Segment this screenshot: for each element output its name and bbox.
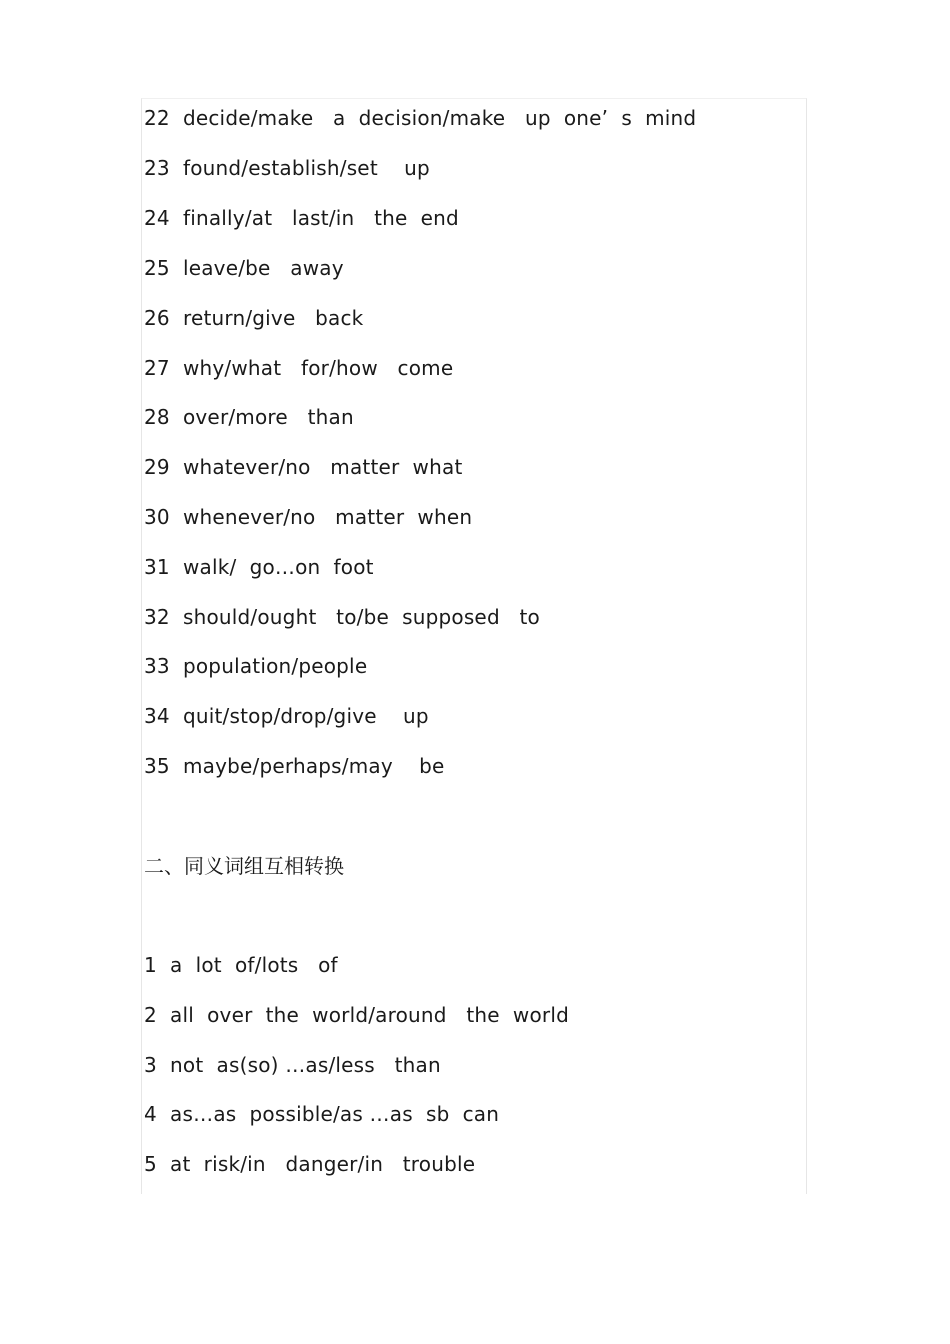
phrase-line-30: 30 whenever/no matter when [144, 505, 473, 529]
phrase-line-24: 24 finally/at last/in the end [144, 206, 459, 230]
phrase-line-34: 34 quit/stop/drop/give up [144, 704, 429, 728]
phrase-line-26: 26 return/give back [144, 306, 364, 330]
phrase-line-25: 25 leave/be away [144, 256, 344, 280]
synonym-line-4: 4 as…as possible/as …as sb can [144, 1102, 500, 1126]
phrase-line-35: 35 maybe/perhaps/may be [144, 754, 445, 778]
phrase-line-32: 32 should/ought to/be supposed to [144, 605, 540, 629]
synonym-line-1: 1 a lot of/lots of [144, 953, 338, 977]
phrase-line-29: 29 whatever/no matter what [144, 455, 463, 479]
phrase-line-28: 28 over/more than [144, 405, 354, 429]
synonym-line-3: 3 not as(so) …as/less than [144, 1053, 441, 1077]
synonym-line-5: 5 at risk/in danger/in trouble [144, 1152, 476, 1176]
phrase-line-27: 27 why/what for/how come [144, 356, 454, 380]
phrase-line-22: 22 decide/make a decision/make up one’ s mind [144, 106, 697, 130]
synonym-line-2: 2 all over the world/around the world [144, 1003, 569, 1027]
phrase-line-31: 31 walk/ go…on foot [144, 555, 374, 579]
phrase-line-23: 23 found/establish/set up [144, 156, 430, 180]
section-heading: 二、同义词组互相转换 [144, 854, 344, 878]
phrase-line-33: 33 population/people [144, 654, 368, 678]
